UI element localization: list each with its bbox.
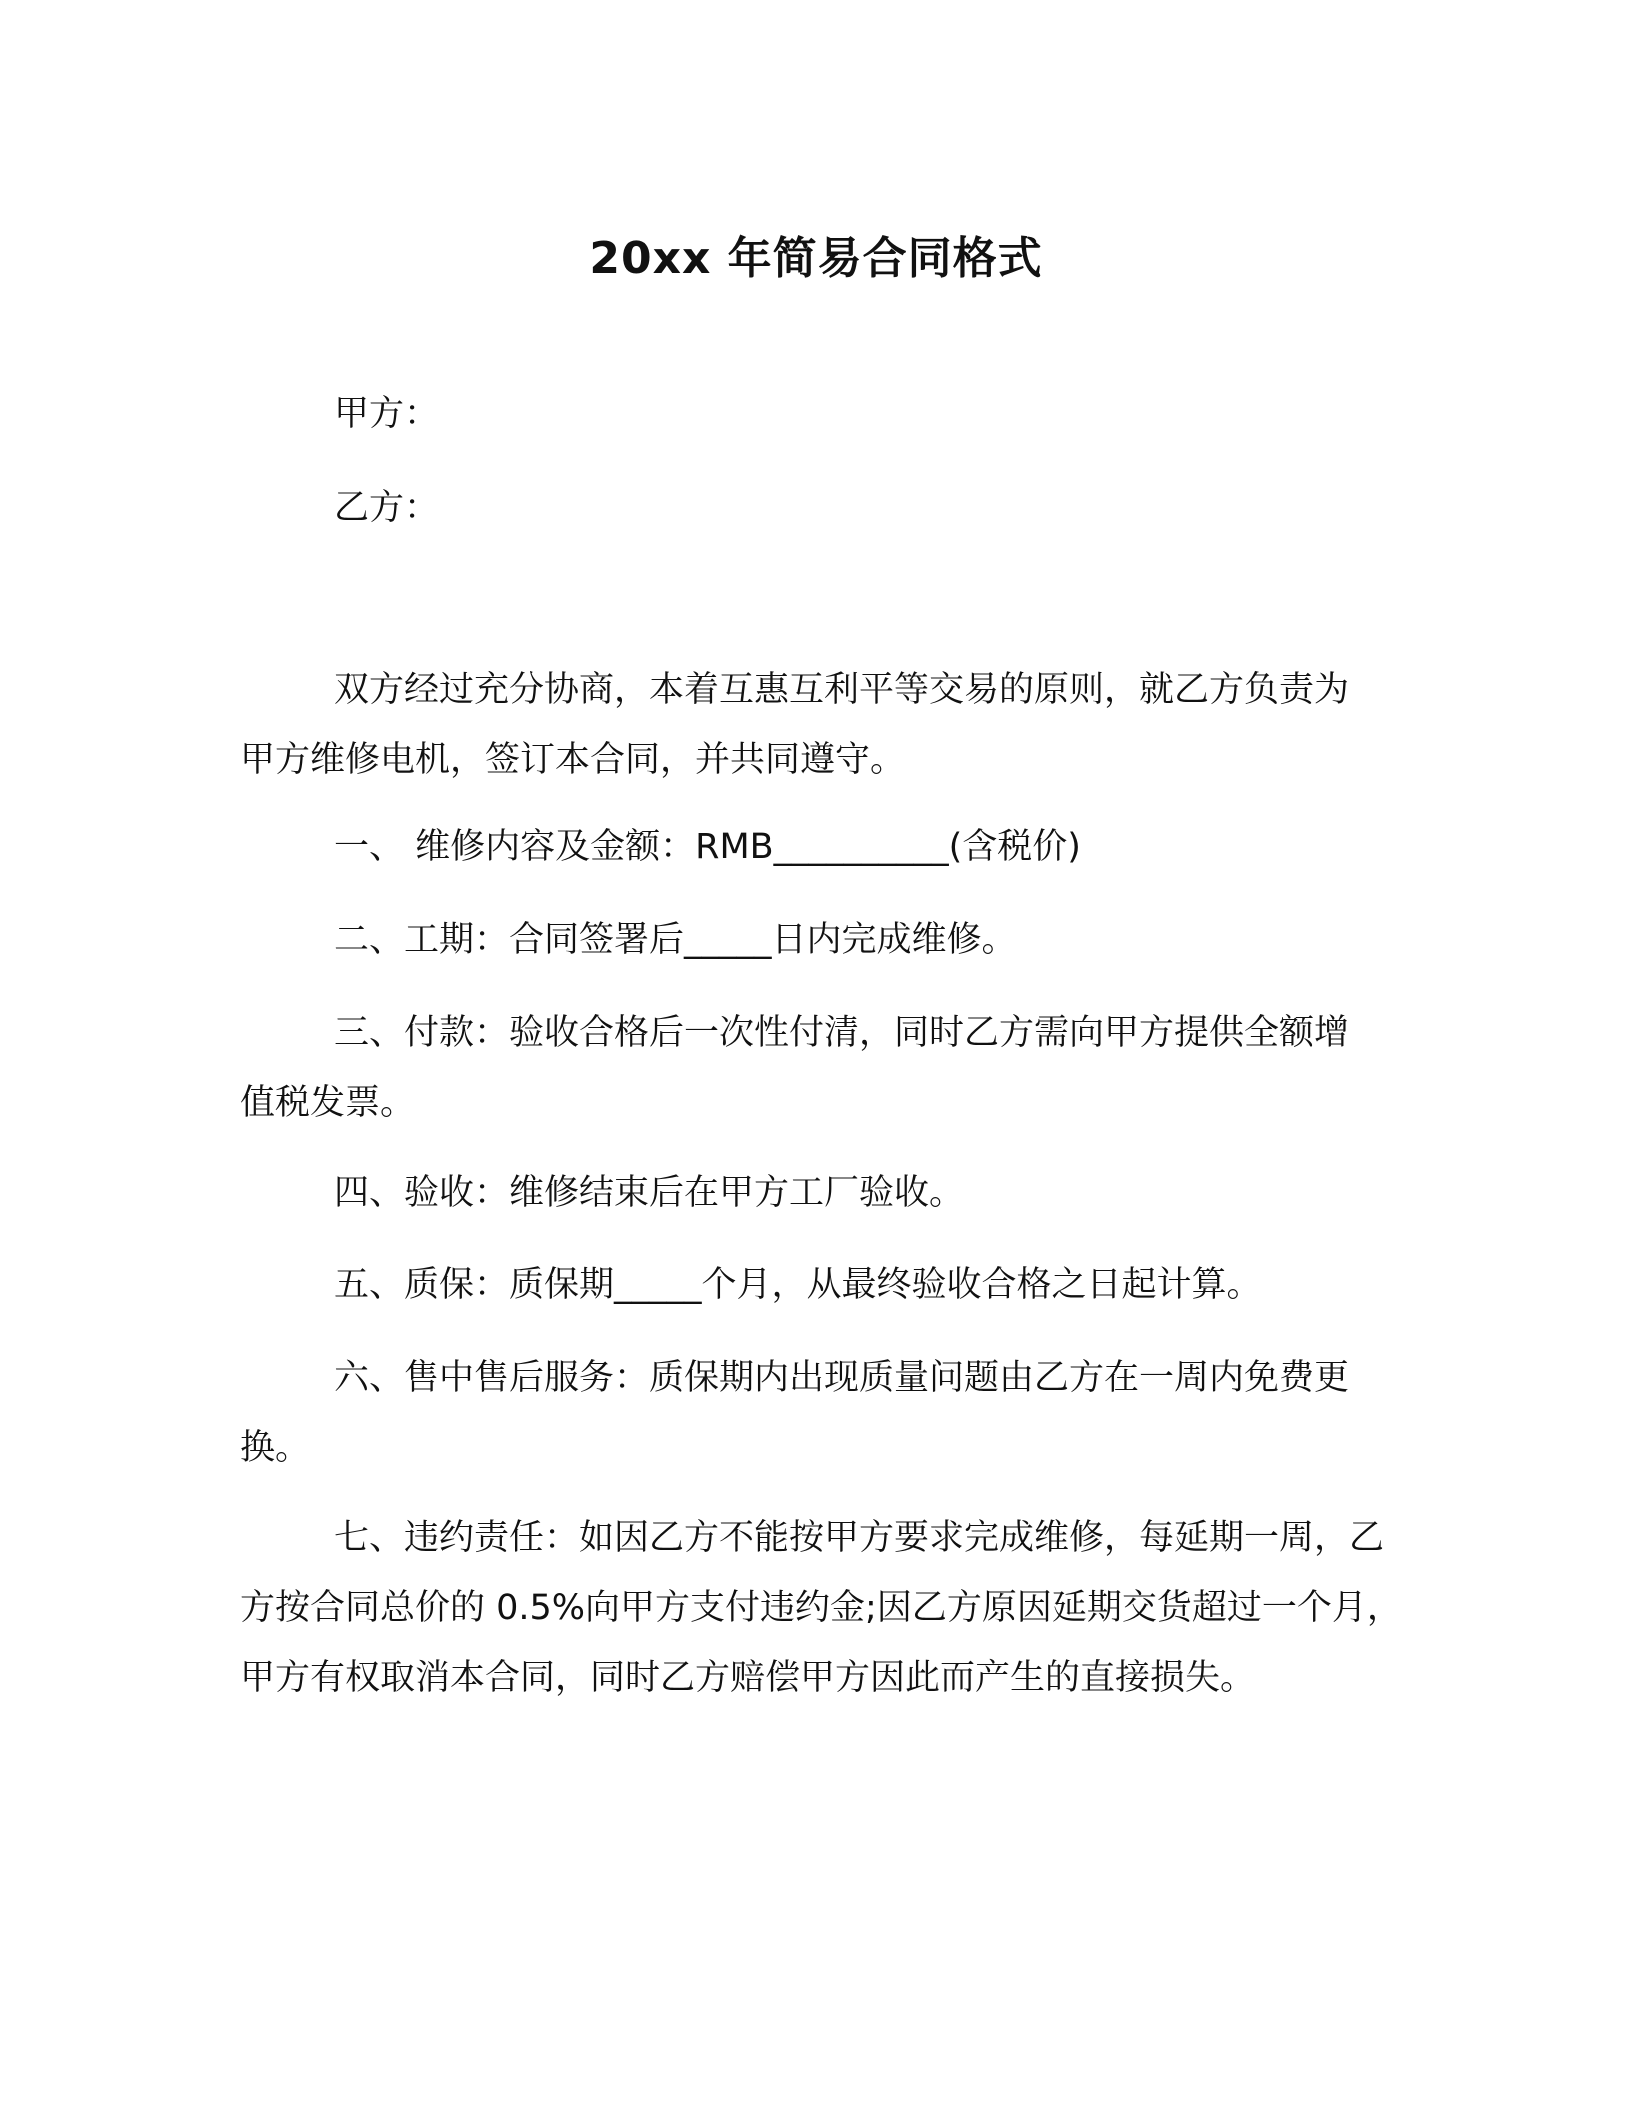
party-b-label: 乙方： xyxy=(334,488,440,528)
clause-7: 七、违约责任：如因乙方不能按甲方要求完成维修，每延期一周，乙方按合同总价的 0.5%向甲方支付违约金;因乙方原因延期交货超过一个月，甲方有权取消本合同，同时乙方赔偿甲方因此而产生的直接损失。 xyxy=(240,1518,1402,1698)
clause-4: 四、验收：维修结束后在甲方工厂验收。 xyxy=(334,1173,965,1213)
clause-5: 五、质保：质保期_____个月，从最终验收合格之日起计算。 xyxy=(334,1265,1262,1305)
party-a-label: 甲方： xyxy=(334,394,440,434)
clause-6: 六、售中售后服务：质保期内出现质量问题由乙方在一周内免费更换。 xyxy=(240,1358,1350,1468)
clause-1: 一、 维修内容及金额：RMB__________(含税价) xyxy=(334,827,1081,867)
document-title: 20xx 年简易合同格式 xyxy=(589,233,1043,284)
clause-2: 二、工期：合同签署后_____日内完成维修。 xyxy=(334,920,1017,960)
clause-3: 三、付款：验收合格后一次性付清，同时乙方需向甲方提供全额增值税发票。 xyxy=(240,1013,1350,1123)
intro-paragraph: 双方经过充分协商，本着互惠互利平等交易的原则，就乙方负责为甲方维修电机，签订本合同，并共同遵守。 xyxy=(240,670,1350,780)
